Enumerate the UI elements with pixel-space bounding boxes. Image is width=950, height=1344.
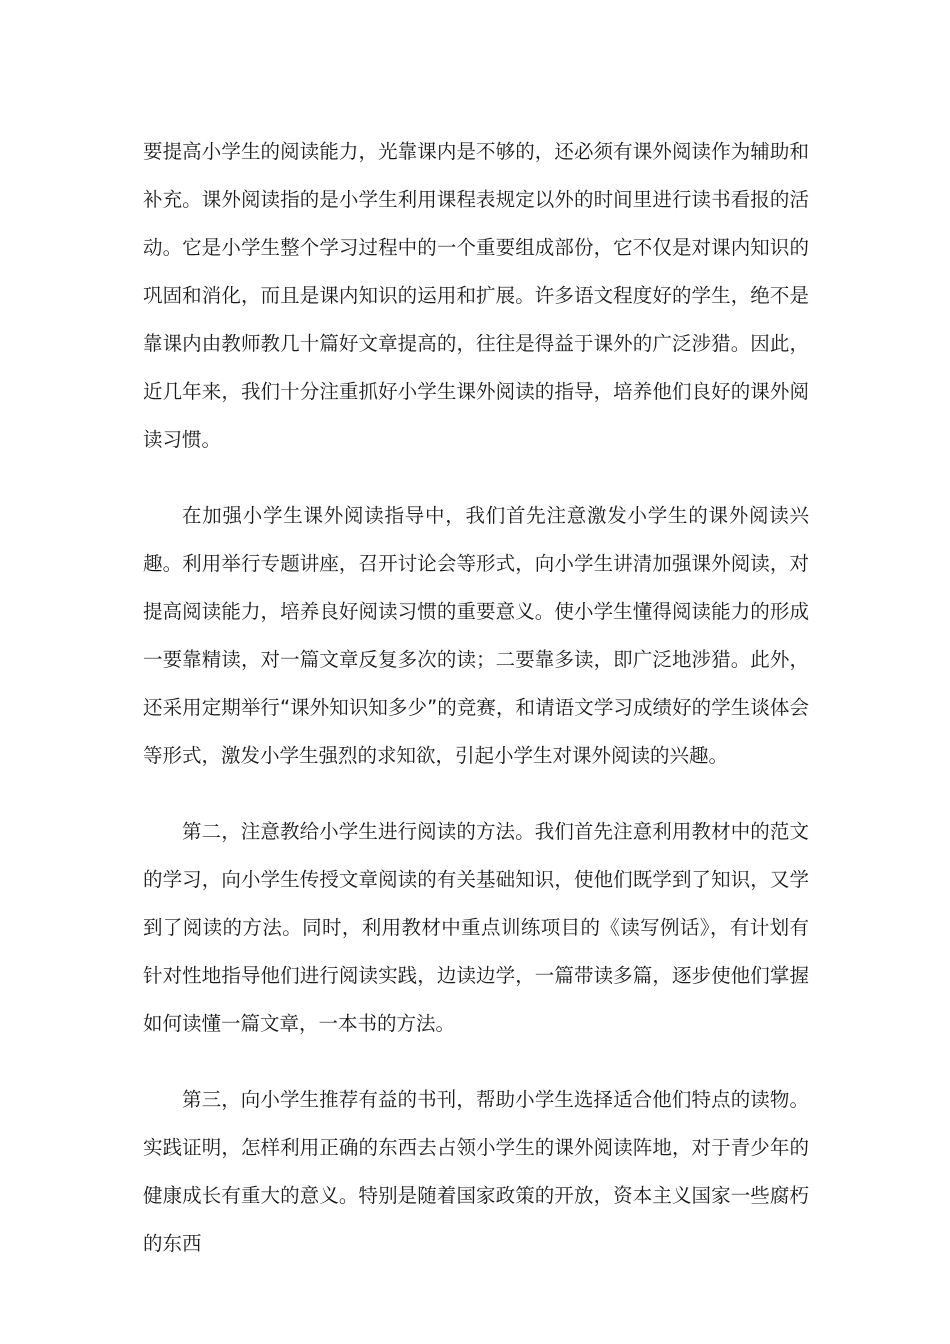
paragraph-1: 要提高小学生的阅读能力，光靠课内是不够的，还必须有课外阅读作为辅助和补充。课外阅读指的是小学生利用课程表规定以外的时间里进行读书看报的活动。它是小学生整个学习过程中的一个重要组成部份，它不仅是对课内知识的巩固和消化，而且是课内知识的运用和扩展。许多语文程度好的学生，绝不是靠课内由教师教几十篇好文章提高的，往往是得益于课外的广泛涉猎。因此，近几年来，我们十分注重抓好小学生课外阅读的指导，培养他们良好的课外阅读习惯。: [143, 140, 809, 451]
document-page: [143, 128, 809, 1296]
paragraph-4: 第三，向小学生推荐有益的书刊，帮助小学生选择适合他们特点的读物。实践证明，怎样利用正确的东西去占领小学生的课外阅读阵地，对于青少年的健康成长有重大的意义。特别是随着国家政策的开放，资本主义国家一些腐朽的东西: [143, 1088, 809, 1255]
paragraph-3: 第二，注意教给小学生进行阅读的方法。我们首先注意利用教材中的范文的学习，向小学生传授文章阅读的有关基础知识，使他们既学到了知识，又学到了阅读的方法。同时，利用教材中重点训练项目的《读写例话》，有计划有针对性地指导他们进行阅读实践，边读边学，一篇带读多篇，逐步使他们掌握如何读懂一篇文章，一本书的方法。: [143, 820, 809, 1035]
paragraph-2: 在加强小学生课外阅读指导中，我们首先注意激发小学生的课外阅读兴趣。利用举行专题讲座，召开讨论会等形式，向小学生讲清加强课外阅读，对提高阅读能力，培养良好阅读习惯的重要意义。使小学生懂得阅读能力的形成一要靠精读，对一篇文章反复多次的读；二要靠多读，即广泛地涉猎。此外，还采用定期举行“课外知识知多少”的竞赛，和请语文学习成绩好的学生谈体会等形式，激发小学生强烈的求知欲，引起小学生对课外阅读的兴趣。: [143, 504, 809, 767]
